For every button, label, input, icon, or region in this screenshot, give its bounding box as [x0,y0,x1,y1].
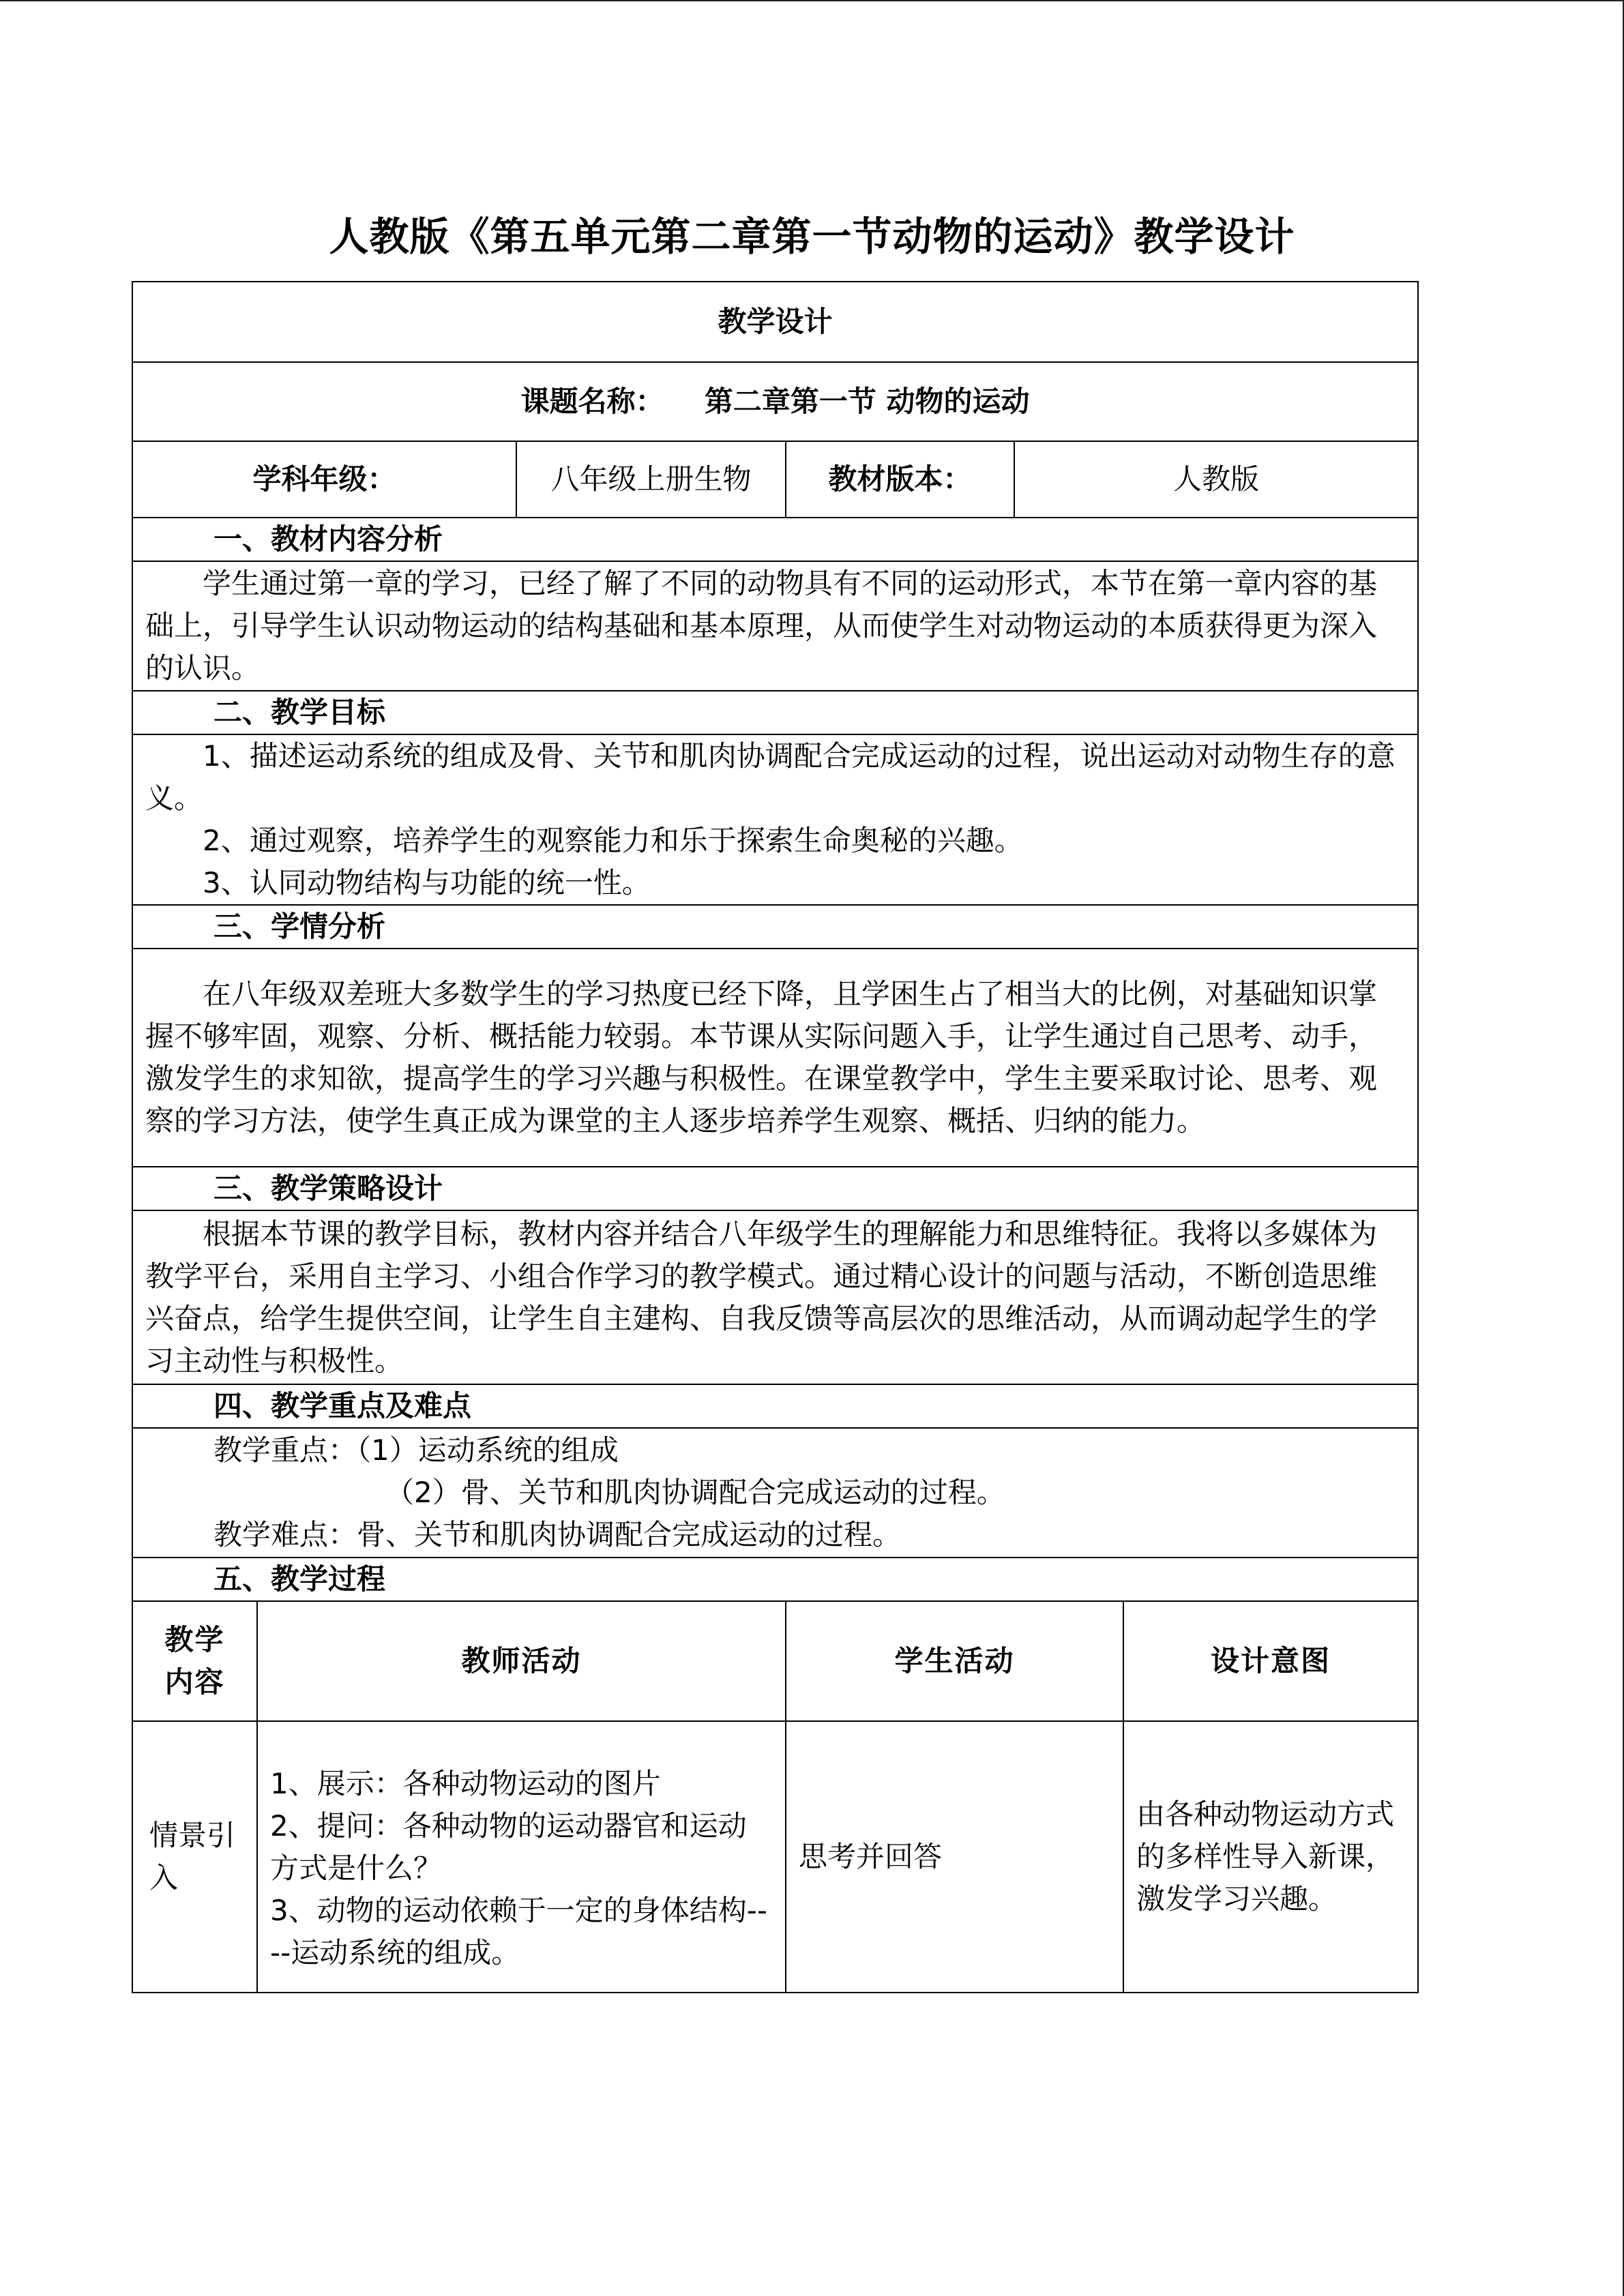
teacher-step: 2、提问：各种动物的运动器官和运动方式是什么？ [270,1809,747,1885]
col-head-content: 教学内容 [132,1601,257,1721]
process-intent: 由各种动物运动方式的多样性导入新课，激发学习兴趣。 [1123,1721,1418,1993]
design-label: 教学设计 [132,282,1418,362]
col-head-intent: 设计意图 [1123,1601,1418,1721]
key-point-line: （2）骨、关节和肌肉协调配合完成运动的过程。 [385,1476,1005,1509]
edition-value: 人教版 [1014,441,1418,518]
page-title: 人教版《第五单元第二章第一节动物的运动》教学设计 [329,213,1295,260]
teacher-step: 1、展示：各种动物运动的图片 [270,1767,661,1800]
col-head-teacher: 教师活动 [257,1601,786,1721]
col-head-student: 学生活动 [786,1601,1123,1721]
course-name-value: 第二章第一节 动物的运动 [704,385,1030,418]
lesson-plan-table [132,281,1419,1993]
section-heading-content-analysis: 一、教材内容分析 [132,518,1418,561]
process-content: 情景引入 [132,1721,257,1993]
section-heading-objectives: 二、教学目标 [132,691,1418,734]
course-name-label: 课题名称： [520,385,664,418]
grade-value: 八年级上册生物 [516,441,786,518]
section-heading-learner-analysis: 三、学情分析 [132,905,1418,949]
course-name-row [132,362,1418,441]
teacher-step: 3、动物的运动依赖于一定的身体结构----运动系统的组成。 [270,1894,768,1969]
key-point-line: 教学重点：（1）运动系统的组成 [213,1433,619,1467]
strategy-text: 根据本节课的教学目标，教材内容并结合八年级学生的理解能力和思维特征。我将以多媒体为教学平台，采用自主学习、小组合作学习的教学模式。通过精心设计的问题与活动，不断创造思维兴奋点，给学生提供空间，让学生自主建构、自我反馈等高层次的思维活动，从而调动起学生的学习主动性与积极性。 [132,1210,1418,1384]
difficulty-line: 教学难点：骨、关节和肌肉协调配合完成运动的过程。 [213,1518,902,1551]
section-heading-key-points: 四、教学重点及难点 [132,1384,1418,1428]
objective-item: 2、通过观察，培养学生的观察能力和乐于探索生命奥秘的兴趣。 [203,824,1023,857]
grade-label: 学科年级： [132,441,516,518]
content-analysis-text: 学生通过第一章的学习，已经了解了不同的动物具有不同的运动形式，本节在第一章内容的基础上，引导学生认识动物运动的结构基础和基本原理，从而使学生对动物运动的本质获得更为深入的认识。 [132,561,1418,691]
section-heading-process: 五、教学过程 [132,1557,1418,1601]
process-teacher [257,1721,786,1993]
edition-label: 教材版本： [786,441,1014,518]
objectives-list [132,734,1418,905]
learner-analysis-text: 在八年级双差班大多数学生的学习热度已经下降，且学困生占了相当大的比例，对基础知识掌握不够牢固，观察、分析、概括能力较弱。本节课从实际问题入手，让学生通过自己思考、动手，激发学生的求知欲，提高学生的学习兴趣与积极性。在课堂教学中，学生主要采取讨论、思考、观察的学习方法，使学生真正成为课堂的主人逐步培养学生观察、概括、归纳的能力。 [132,949,1418,1167]
section-heading-strategy: 三、教学策略设计 [132,1167,1418,1210]
process-student: 思考并回答 [786,1721,1123,1993]
objective-item: 3、认同动物结构与功能的统一性。 [203,866,651,899]
key-points-block [132,1428,1418,1557]
objective-item: 1、描述运动系统的组成及骨、关节和肌肉协调配合完成运动的过程，说出运动对动物生存的意义。 [145,739,1396,815]
table-row [132,1721,1418,1993]
